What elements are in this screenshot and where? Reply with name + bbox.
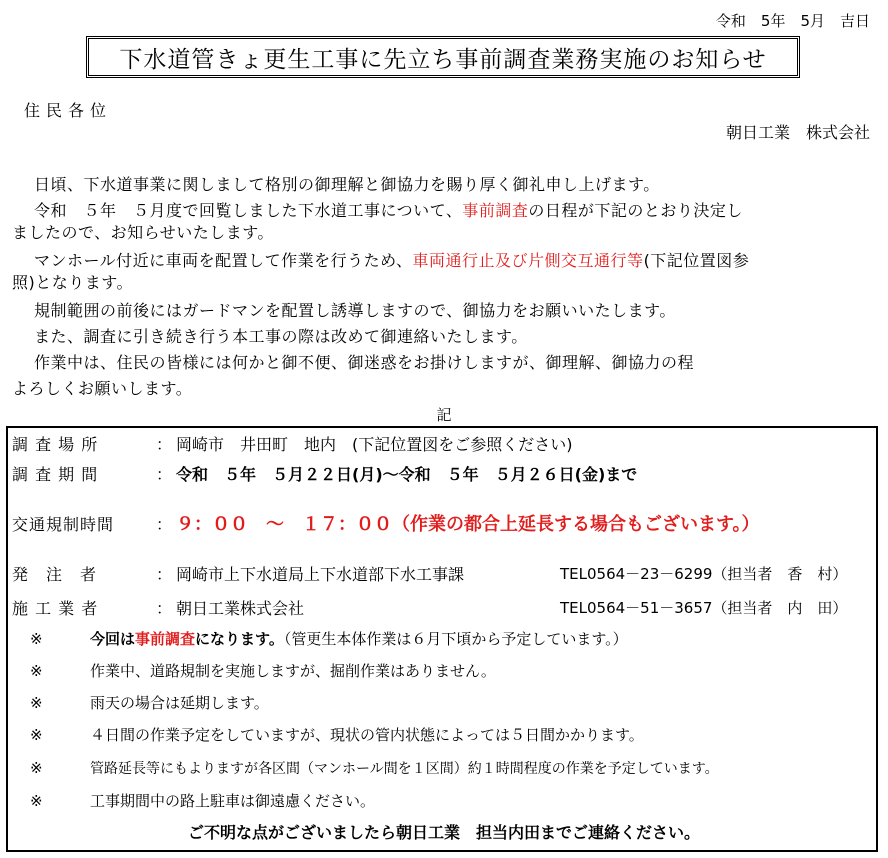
paragraph-2-line-2: ましたので、お知らせいたします。	[12, 223, 274, 242]
highlight-pre-survey: 事前調査	[462, 201, 529, 220]
orderer-label: 発 注 者	[12, 565, 98, 584]
colon: ：	[155, 515, 172, 534]
note-5-text: 管路延長等にもよりますが各区間（マンホール間を１区間）約１時間程度の作業を予定しています。	[90, 761, 719, 777]
period-label: 調 査 期 間	[12, 465, 99, 484]
contractor-tel: TEL0564－51－3657（担当者 内 田）	[560, 599, 848, 617]
note-mark: ※	[30, 662, 43, 680]
paragraph-2-text-cont: の日程が下記のとおり決定し	[528, 201, 743, 220]
notice-date: 令和 5年 5月 吉日	[715, 12, 870, 30]
colon: ：	[155, 599, 172, 618]
note-5	[30, 758, 719, 778]
note-1	[30, 628, 628, 649]
note-mark: ※	[30, 726, 43, 744]
paragraph-3-line-2: 照)となります。	[12, 273, 133, 292]
detail-contractor	[12, 596, 304, 619]
orderer-value: 岡崎市上下水道局上下水道部下水工事課	[176, 565, 465, 584]
recipient: 住民各位	[24, 101, 113, 120]
orderer-tel: TEL0564－23－6299（担当者 香 村）	[560, 565, 848, 583]
note-2-text: 作業中、道路規制を実施しますが、掘削作業はありません。	[90, 662, 496, 680]
paragraph-7: よろしくお願いします。	[12, 379, 193, 398]
note-mark: ※	[30, 792, 43, 810]
contact-footer: ご不明な点がございましたら朝日工業 担当内田までご連絡ください。	[187, 823, 700, 842]
paragraph-3	[34, 248, 749, 271]
colon: ：	[155, 435, 172, 454]
detail-location	[12, 432, 573, 455]
paragraph-3-text-cont: (下記位置図参	[643, 251, 750, 270]
note-4-text: ４日間の作業予定をしていますが、現状の管内状態によっては５日間かかります。	[90, 726, 644, 744]
traffic-label: 交通規制時間	[12, 515, 115, 534]
highlight-traffic-closure: 車両通行止及び片側交互通行等	[412, 251, 644, 270]
location-label: 調 査 場 所	[12, 435, 99, 454]
colon: ：	[155, 565, 172, 584]
contractor-value: 朝日工業株式会社	[176, 599, 305, 618]
note-6	[30, 790, 375, 811]
paragraph-4: 規制範囲の前後にはガードマンを配置し誘導しますので、御協力をお願いいたします。	[34, 301, 676, 320]
traffic-value: ９：００ ～ １７：００（作業の都合上延長する場合もございます。）	[176, 514, 760, 535]
period-value: 令和 ５年 ５月２２日(月)～令和 ５年 ５月２６日(金)まで	[176, 465, 638, 484]
title-box	[86, 36, 800, 78]
company-name: 朝日工業 株式会社	[725, 123, 870, 142]
detail-traffic	[12, 510, 760, 536]
note-mark: ※	[30, 630, 43, 648]
note-mark: ※	[30, 759, 43, 777]
contractor-label: 施 工 業 者	[12, 599, 99, 618]
paragraph-2	[34, 198, 743, 221]
note-4	[30, 724, 644, 745]
colon: ：	[155, 465, 172, 484]
note-mark: ※	[30, 694, 43, 712]
ki-heading: 記	[436, 406, 452, 424]
note-1-highlight: 事前調査	[135, 630, 196, 648]
paragraph-5: また、調査に引き続き行う本工事の際は改めて御連絡いたします。	[34, 327, 528, 346]
paragraph-2-text: 令和 ５年 ５月度で回覧しました下水道工事について、	[34, 201, 463, 220]
paragraph-1: 日頃、下水道事業に関しまして格別の御理解と御協力を賜り厚く御礼申し上げます。	[34, 175, 660, 194]
note-3-text: 雨天の場合は延期します。	[90, 694, 269, 712]
note-2	[30, 660, 496, 681]
detail-orderer	[12, 562, 464, 585]
paragraph-3-text: マンホール付近に車両を配置して作業を行うため、	[34, 251, 413, 270]
location-value: 岡崎市 井田町 地内 (下記位置図をご参照ください)	[176, 435, 573, 454]
note-3	[30, 692, 269, 713]
note-1-text-cont: になります。	[195, 630, 284, 648]
note-1-detail: （管更生本体作業は６月下頃から予定しています。）	[283, 630, 628, 648]
detail-period	[12, 462, 637, 485]
paragraph-6: 作業中は、住民の皆様には何かと御不便、御迷惑をお掛けしますが、御理解、御協力の程	[34, 353, 695, 372]
note-6-text: 工事期間中の路上駐車は御遠慮ください。	[90, 792, 376, 810]
note-1-text: 今回は	[90, 630, 136, 648]
notice-title: 下水道管きょ更生工事に先立ち事前調査業務実施のお知らせ	[119, 46, 767, 73]
